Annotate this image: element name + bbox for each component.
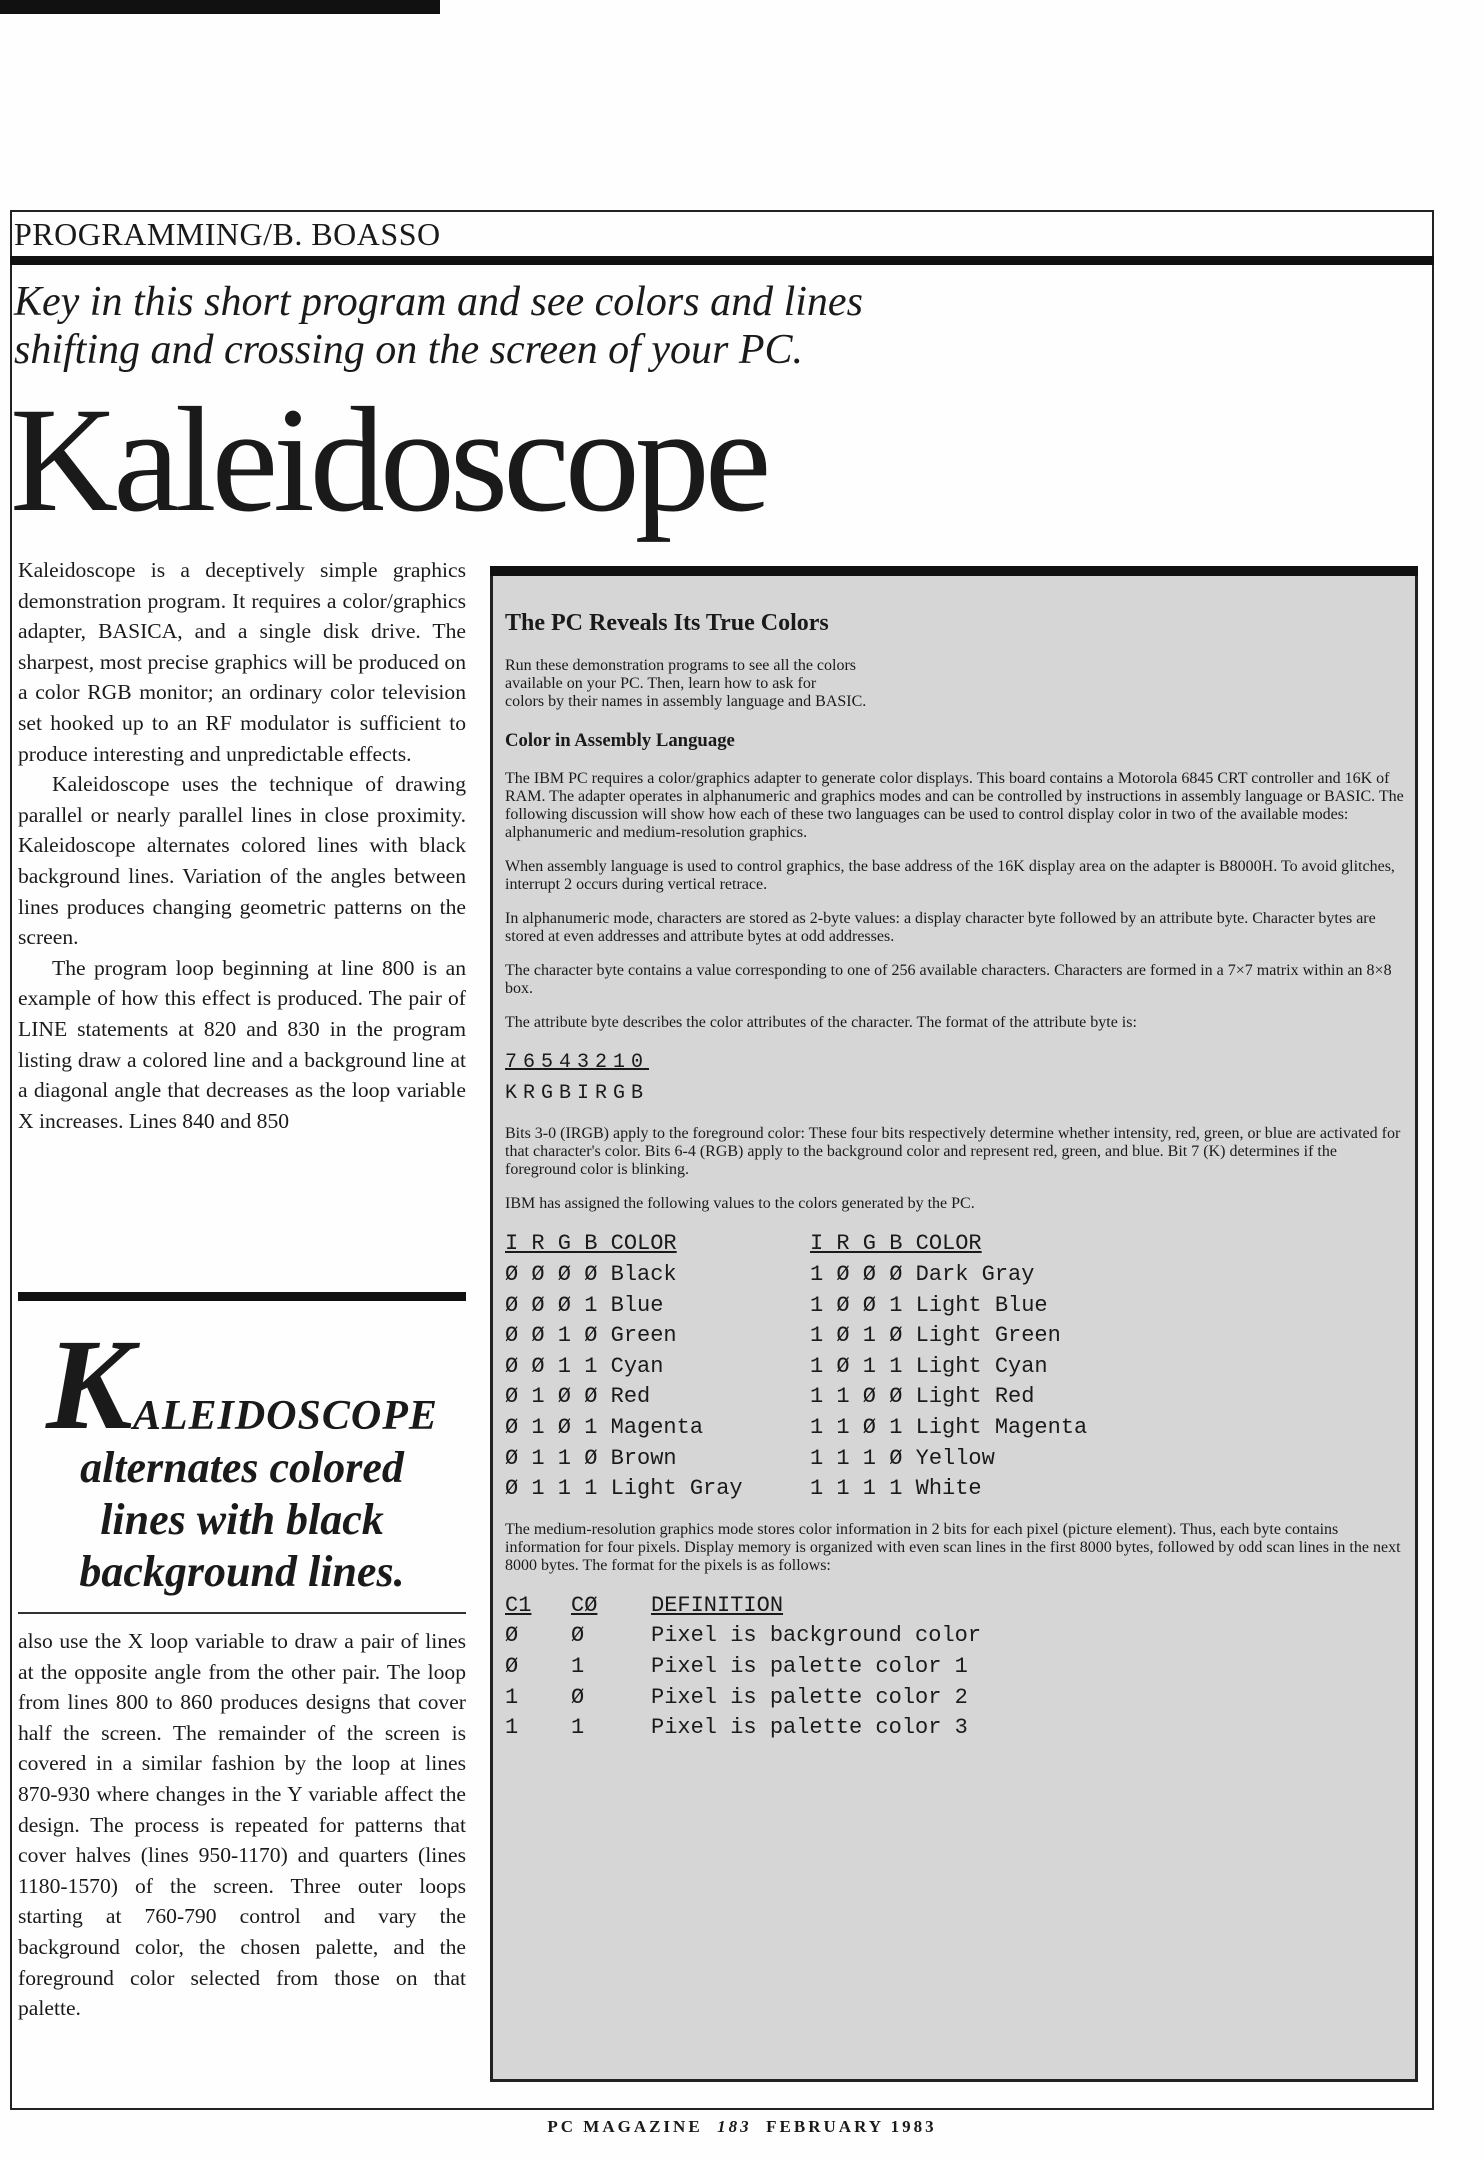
body-paragraph: Kaleidoscope is a deceptively simple graphics demonstration program. It requires a color/graphics adapter, BASICA, and a single disk drive. The sharpest, most precise graphics will be produced on a color RGB monitor; an ordinary color television set hooked up to an RF modulator is sufficient to produce interesting and unpredictable effects.	[18, 558, 466, 766]
header-rule	[10, 256, 1434, 265]
pull-quote-rule	[18, 1292, 466, 1301]
pixel-col-header: CØ	[571, 1592, 598, 1618]
footer-magazine: PC MAGAZINE	[547, 2117, 703, 2136]
section-heading: Color in Assembly Language	[505, 729, 735, 751]
pixel-col-header: DEFINITION	[651, 1592, 784, 1618]
pixel-cell: Pixel is palette color 1	[651, 1653, 968, 1679]
pixel-cell: 1	[505, 1715, 519, 1741]
pixel-cell: Ø	[505, 1623, 519, 1649]
footer-page-number: 183	[717, 2117, 752, 2136]
sidebar-paragraph: The attribute byte describes the color attributes of the character. The format of the attribute byte is:	[505, 1014, 1137, 1032]
color-row: 1 1 1 Ø Yellow	[810, 1445, 995, 1471]
sidebar-paragraph: IBM has assigned the following values to the colors generated by the PC.	[505, 1195, 975, 1213]
deck-line: Key in this short program and see colors and lines	[14, 279, 863, 325]
color-table-header: I R G B COLOR	[810, 1231, 982, 1257]
body-paragraph: The program loop beginning at line 800 is an example of how this effect is produced. The pair of LINE statements at 820 and 830 in the program listing draw a colored line and a background line at a diagonal angle that decreases as the loop variable X increases. Lines 840 and 850	[18, 955, 466, 1133]
pixel-col-header: C1	[505, 1592, 532, 1618]
color-row: Ø 1 1 Ø Brown	[505, 1445, 677, 1471]
color-row: 1 1 Ø 1 Light Magenta	[810, 1415, 1088, 1440]
pull-quote-bottom-rule	[18, 1612, 466, 1614]
bit-labels: KRGBIRGB	[505, 1081, 650, 1105]
sidebar-paragraph: Bits 3-0 (IRGB) apply to the foreground color: These four bits respectively determine whether intensity, red, green, or blue are activated for that character's color. Bits 6-4 (RGB) apply to the background color and represent red, green, and blue. Bit 7 (K) determines if the foreground color is blinking.	[505, 1125, 1401, 1179]
pull-quote	[18, 1313, 466, 1596]
pixel-cell: 1	[571, 1715, 585, 1741]
pixel-cell: 1	[505, 1684, 519, 1710]
sidebar-paragraph: The medium-resolution graphics mode stores color information in 2 bits for each pixel (picture element). Thus, each byte contains information for four pixels. Display memory is organized with even scan lines in the first 8000 bytes, followed by odd scan lines in the next 8000 bytes. The format for the pixels is as follows:	[505, 1520, 1401, 1574]
color-row: Ø Ø 1 Ø Green	[505, 1323, 677, 1349]
color-row: Ø 1 1 1 Light Gray	[505, 1476, 743, 1502]
color-row: 1 Ø Ø 1 Light Blue	[810, 1292, 1048, 1318]
pixel-cell: Ø	[505, 1653, 519, 1679]
color-row: Ø 1 Ø Ø Red	[505, 1384, 651, 1410]
color-row: 1 Ø Ø Ø Dark Gray	[810, 1262, 1035, 1288]
color-row: 1 1 Ø Ø Light Red	[810, 1384, 1035, 1410]
body-paragraph: also use the X loop variable to draw a pair of lines at the opposite angle from the other pair. The loop from lines 800 to 860 produces designs that cover half the screen. The remainder of the screen is covered in a similar fashion by the loop at lines 870-930 where changes in the Y variable affect the design. The process is repeated for patterns that cover halves (lines 950-1170) and quarters (lines 1180-1570) of the screen. Three outer loops starting at 760-790 control and vary the background color, the chosen palette, and the foreground color selected from those on that palette.	[18, 1629, 466, 2021]
pull-quote-line: alternates colored	[80, 1443, 404, 1492]
sidebar-paragraph: In alphanumeric mode, characters are stored as 2-byte values: a display character byte followed by an attribute byte. Character bytes are stored at even addresses and attribute bytes at odd addresses.	[505, 910, 1376, 946]
sidebar-deck-line: available on your PC. Then, learn how to ask for	[505, 674, 817, 692]
color-table	[505, 1229, 1405, 1504]
left-column-top	[18, 555, 466, 1136]
pull-quote-line: lines with black	[100, 1495, 384, 1544]
color-table-header: I R G B COLOR	[505, 1231, 677, 1257]
deck-line: shifting and crossing on the screen of your PC.	[14, 327, 803, 373]
color-row: 1 Ø 1 Ø Light Green	[810, 1323, 1061, 1349]
pixel-cell: Pixel is palette color 2	[651, 1684, 968, 1710]
article-title: Kaleidoscope	[10, 377, 767, 543]
pixel-cell: Ø	[571, 1684, 585, 1710]
color-row: Ø Ø 1 1 Cyan	[505, 1353, 664, 1379]
pixel-cell: Pixel is background color	[651, 1623, 982, 1649]
section-kicker: PROGRAMMING/B. BOASSO	[14, 216, 441, 252]
color-row: Ø Ø Ø 1 Blue	[505, 1292, 664, 1318]
sidebar-paragraph: The IBM PC requires a color/graphics adapter to generate color displays. This board contains a Motorola 6845 CRT controller and 16K of RAM. The adapter operates in alphanumeric and graphics modes and can be controlled by instructions in assembly language or BASIC. The following discussion will show how each of these two languages can be used to control display color in two of the available modes: alphanumeric and medium-resolution graphics.	[505, 770, 1404, 842]
color-row: 1 1 1 1 White	[810, 1476, 982, 1502]
left-column-bottom	[18, 1626, 466, 2024]
footer-date: FEBRUARY 1983	[766, 2117, 937, 2136]
color-table-right	[810, 1229, 1115, 1504]
sidebar-deck-line: colors by their names in assembly language and BASIC.	[505, 692, 867, 710]
pixel-table	[505, 1591, 1405, 1744]
pixel-row	[505, 1652, 1405, 1683]
color-row: 1 Ø 1 1 Light Cyan	[810, 1353, 1048, 1379]
color-row: Ø Ø Ø Ø Black	[505, 1262, 677, 1288]
color-row: Ø 1 Ø 1 Magenta	[505, 1415, 704, 1440]
sidebar-top-bar	[490, 566, 1418, 576]
pixel-cell: Ø	[571, 1623, 585, 1649]
pixel-row	[505, 1683, 1405, 1714]
sidebar-paragraph: When assembly language is used to control graphics, the base address of the 16K display area on the adapter is B8000H. To avoid glitches, interrupt 2 occurs during vertical retrace.	[505, 858, 1395, 894]
pixel-cell: Pixel is palette color 3	[651, 1715, 968, 1741]
top-edge-bar	[0, 0, 440, 14]
pull-quote-initial: K	[46, 1313, 133, 1457]
article-deck	[14, 278, 1014, 374]
pixel-row	[505, 1621, 1405, 1652]
sidebar-deck	[505, 657, 1405, 711]
sidebar-content	[505, 590, 1405, 1744]
bit-numbers: 76543210	[505, 1051, 650, 1075]
pixel-table-header	[505, 1591, 1405, 1622]
sidebar-deck-line: Run these demonstration programs to see all the colors	[505, 656, 857, 674]
body-paragraph: Kaleidoscope uses the technique of drawing parallel or nearly parallel lines in close proximity. Kaleidoscope alternates colored lines with black background lines. Variation of the angles between lines produces changing geometric patterns on the screen.	[18, 772, 466, 950]
color-table-left	[505, 1229, 810, 1504]
page-footer	[0, 2117, 1484, 2137]
sidebar-paragraph: The character byte contains a value corresponding to one of 256 available characters. Characters are formed in a 7×7 matrix within an 8×8 box.	[505, 962, 1392, 998]
pixel-cell: 1	[571, 1653, 585, 1679]
pull-quote-line: background lines.	[79, 1547, 405, 1596]
pull-quote-word: ALEIDOSCOPE	[132, 1393, 438, 1439]
pixel-row	[505, 1713, 1405, 1744]
sidebar-title: The PC Reveals Its True Colors	[505, 609, 829, 636]
